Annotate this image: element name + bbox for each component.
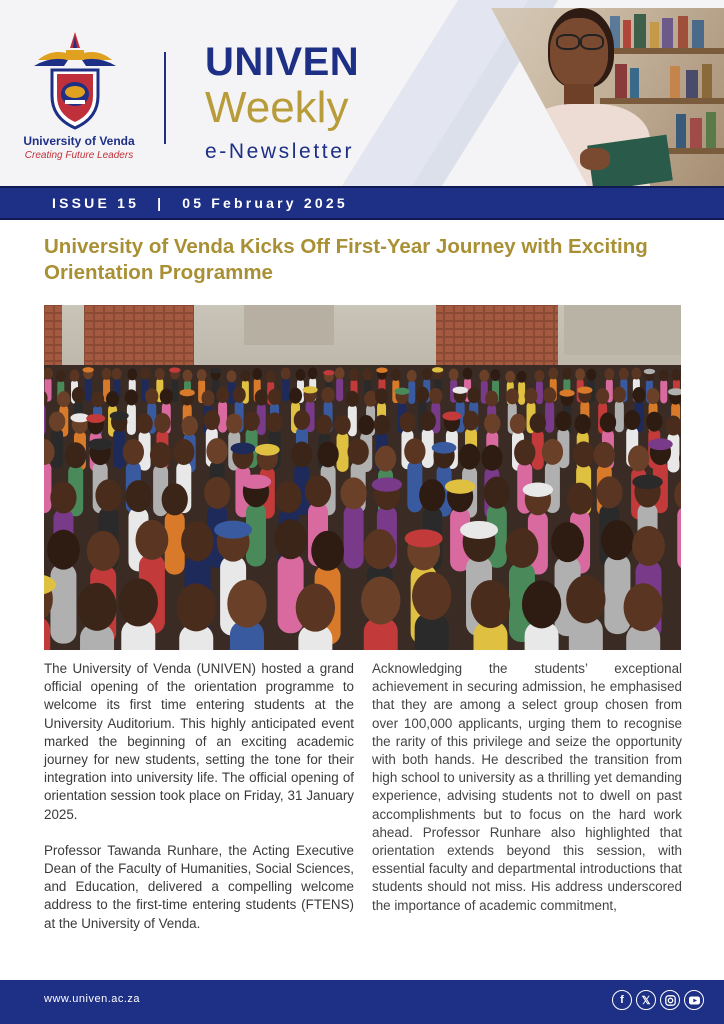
- crowd-person-head: [160, 388, 173, 404]
- crowd-person-head: [363, 529, 396, 569]
- newsletter-title-univen: UNIVEN: [205, 40, 360, 84]
- crowd-person-head: [316, 415, 332, 435]
- crowd-person-head: [266, 371, 276, 383]
- article-headline: University of Venda Kicks Off First-Year Journey with Exciting Orientation Programme: [44, 235, 648, 284]
- crowd-person-head: [575, 368, 585, 380]
- crowd-person-head: [183, 370, 193, 382]
- crowd-person-head: [467, 387, 480, 403]
- crowd-person-head: [407, 370, 417, 382]
- crowd-person-head: [601, 520, 634, 560]
- crowd-person-head: [77, 583, 116, 631]
- institution-tagline: Creating Future Leaders: [24, 150, 134, 161]
- crowd-person-head: [524, 388, 537, 404]
- crowd-person-head: [47, 530, 80, 570]
- issue-number: ISSUE 15: [52, 195, 140, 211]
- crowd-person-hat: [241, 475, 271, 489]
- crowd-person-head: [449, 369, 459, 381]
- crowd-person-head: [665, 416, 681, 436]
- x-icon[interactable]: 𝕏: [636, 990, 656, 1010]
- article-paragraph: Professor Tawanda Runhare, the Acting Executive Dean of the Faculty of Humanities, Social Sciences, and Education, delivered a compelling welcome address to the first-time entering students (FTENS) at the University of Venda.: [44, 842, 354, 931]
- crowd-person-head: [95, 479, 121, 511]
- crowd-person-body: [336, 377, 343, 401]
- crowd-person-head: [613, 387, 626, 403]
- crowd-person-head: [363, 368, 373, 380]
- crowd-person-body: [50, 564, 76, 644]
- crowd-person-body: [677, 506, 681, 570]
- crowd-person-head: [227, 370, 237, 382]
- crowd-person-head: [233, 387, 246, 403]
- crowd-person-hat: [442, 412, 461, 421]
- crowd-person-head: [182, 416, 198, 436]
- crowd-person-head: [201, 390, 214, 406]
- article-paragraph: Acknowledging the students’ exceptional achievement in securing admission, he emphasised that they are among a select group chosen from over 100,000 applicants, urging them to recognise the rarity of this privilege and seize the opportunity with both hands. He described the transition from high school to university as a thrilling yet demanding experience, advising students not to dwell on past accomplishments but to focus on the hard work ahead. Professor Runhare also highlighted that orientation extends beyond this session, with essential faculty and departmental introductions that students should not miss. His address underscored the importance of academic commitment,: [372, 661, 682, 913]
- crowd-person-head: [335, 367, 345, 379]
- crowd-person-head: [56, 370, 66, 382]
- crowd-person-hat: [460, 521, 498, 539]
- crowd-person-head: [125, 480, 151, 512]
- crowd-person-head: [150, 442, 171, 468]
- crowd-person-head: [624, 410, 640, 430]
- crowd-person-body: [127, 403, 136, 435]
- crowd-person-head: [419, 479, 445, 511]
- crowd-person-head: [296, 369, 306, 381]
- crowd-person-head: [65, 442, 86, 468]
- crowd-person-hat: [372, 477, 402, 491]
- crowd-person-body: [407, 460, 422, 512]
- crowd-person-head: [463, 368, 473, 380]
- crowd-person-head: [341, 477, 367, 509]
- crowd-person-head: [596, 476, 622, 508]
- social-links: [612, 990, 704, 1010]
- crowd-person-body: [660, 379, 667, 403]
- crowd-person-head: [573, 441, 594, 467]
- crowd-person-hat: [210, 368, 221, 373]
- crowd-person-head: [619, 368, 629, 380]
- crowd-person-head: [50, 482, 76, 514]
- crowd-person-head: [522, 580, 561, 628]
- crowd-person-head: [125, 389, 138, 405]
- crowd-person-head: [181, 521, 214, 561]
- crowd-person-head: [308, 367, 318, 379]
- article-paragraph: The University of Venda (UNIVEN) hosted a grand official opening of the orientation programme to welcome its first time entering students at the University Auditorium. This highly anticipated event marked the beginning of an exciting academic journey for new students, setting the tone for their integration into university life. The official opening of orientation session took place on Friday, 31 January 2025.: [44, 661, 354, 822]
- crowd-person-head: [375, 446, 396, 472]
- crowd-person-hat: [110, 411, 129, 420]
- crowd-person-body: [518, 381, 525, 405]
- crowd-person-head: [106, 391, 119, 407]
- youtube-icon[interactable]: [684, 990, 704, 1010]
- crowd-person-hat: [432, 367, 443, 372]
- crowd-person-head: [534, 370, 544, 382]
- crowd-person-head: [594, 442, 615, 468]
- crowd-person-head: [566, 575, 605, 623]
- crowd-person-head: [562, 368, 572, 380]
- crowd-person-head: [463, 411, 479, 431]
- crowd-person-hat: [302, 386, 317, 393]
- crowd-person-head: [506, 528, 539, 568]
- crowd-person-head: [596, 388, 609, 404]
- crowd-person-head: [628, 445, 649, 471]
- crowd-person-head: [542, 439, 563, 465]
- crowd-person-head: [294, 410, 310, 430]
- crowd-person-body: [282, 378, 289, 402]
- crowd-person-head: [346, 391, 359, 407]
- crowd-person-head: [404, 438, 425, 464]
- crowd-person-head: [484, 414, 500, 434]
- crowd-person-head: [252, 368, 262, 380]
- crowd-person-hat: [255, 444, 280, 456]
- crowd-person-head: [349, 369, 359, 381]
- issue-bar: [0, 186, 724, 220]
- crowd-person-head: [548, 367, 558, 379]
- crowd-person-head: [530, 413, 546, 433]
- crowd-person-body: [85, 378, 92, 402]
- crowd-person-head: [646, 388, 659, 404]
- crowd-person-head: [266, 412, 282, 432]
- crowd-person-hat: [394, 388, 409, 395]
- crowd-person-head: [575, 414, 591, 434]
- crowd-person-head: [632, 526, 665, 566]
- crowd-person-head: [154, 413, 170, 433]
- crowd-person-head: [49, 411, 65, 431]
- crowd-person-body: [344, 505, 364, 569]
- crowd-person-head: [604, 368, 614, 380]
- article-column-right: [372, 660, 682, 933]
- crowd-person-head: [374, 415, 390, 435]
- crowd-person-head: [226, 413, 242, 433]
- crowd-person-head: [659, 369, 669, 381]
- crowd-person-head: [334, 415, 350, 435]
- crowd-person-head: [87, 531, 120, 571]
- crowd-person-head: [517, 371, 527, 383]
- crowd-person-head: [289, 388, 302, 404]
- crowd-person-head: [412, 572, 451, 620]
- crowd-person-head: [420, 411, 436, 431]
- crowd-person-head: [227, 580, 266, 628]
- crowd-person-head: [206, 438, 227, 464]
- crowd-illustration: [44, 305, 681, 650]
- orientation-crowd-photo: [44, 305, 681, 650]
- crowd-person-head: [243, 411, 259, 431]
- crowd-person-head: [358, 415, 374, 435]
- crowd-person-head: [491, 369, 501, 381]
- crowd-person-head: [399, 412, 415, 432]
- crowd-person-body: [545, 401, 554, 433]
- crowd-person-head: [136, 520, 169, 560]
- crowd-person-head: [416, 387, 429, 403]
- crowd-person-head: [505, 371, 515, 383]
- crowd-person-head: [555, 411, 571, 431]
- crowd-person-head: [375, 388, 388, 404]
- crowd-person-hat: [169, 367, 180, 372]
- crowd-person-head: [459, 444, 480, 470]
- crowd-person-head: [422, 368, 432, 380]
- crowd-person-head: [305, 475, 331, 507]
- crowd-person-head: [632, 387, 645, 403]
- crowd-person-head: [317, 441, 338, 467]
- article-column-left: [44, 660, 354, 951]
- crowd-person-head: [145, 388, 158, 404]
- crowd-person-head: [91, 391, 104, 407]
- crowd-person-hat: [632, 475, 662, 489]
- newsletter-footer: [0, 980, 724, 1024]
- crowd-person-head: [204, 410, 220, 430]
- crowd-person-hat: [644, 369, 655, 374]
- crowd-person-hat: [453, 387, 468, 394]
- crowd-person-head: [429, 388, 442, 404]
- crowd-person-head: [197, 369, 207, 381]
- crowd-person-head: [204, 477, 230, 509]
- crowd-person-head: [173, 439, 194, 465]
- crowd-person-hat: [86, 414, 105, 423]
- crowd-person-head: [72, 387, 85, 403]
- crowd-person-head: [361, 576, 400, 624]
- crowd-person-head: [624, 583, 663, 631]
- issue-date: 05 February 2025: [182, 195, 348, 211]
- crowd-person-head: [506, 388, 519, 404]
- website-link[interactable]: www.univen.ac.za: [44, 993, 141, 1005]
- crowd-person-head: [543, 387, 556, 403]
- crowd-person-body: [536, 380, 543, 404]
- crowd-person-head: [364, 391, 377, 407]
- crowd-person-body: [44, 461, 51, 513]
- crowd-person-head: [631, 368, 641, 380]
- crowd-person-head: [347, 439, 368, 465]
- newsletter-header: [0, 0, 724, 186]
- crowd-person-hat: [82, 367, 93, 372]
- crowd-person-head: [600, 412, 616, 432]
- crowd-person-hat: [405, 529, 443, 547]
- crowd-person-head: [112, 368, 122, 380]
- crowd-person-head: [471, 580, 510, 628]
- crowd-person-head: [391, 369, 401, 381]
- crowd-person-head: [57, 391, 70, 407]
- institution-name: University of Venda: [23, 134, 135, 148]
- crowd-person-hat: [648, 438, 673, 450]
- crowd-person-head: [240, 370, 250, 382]
- crowd-person-head: [177, 583, 216, 631]
- crowd-person-head: [281, 368, 291, 380]
- instagram-icon[interactable]: [660, 990, 680, 1010]
- crowd-person-head: [127, 368, 137, 380]
- crowd-person-head: [672, 369, 681, 381]
- crowd-person-head: [119, 578, 158, 626]
- crowd-person-hat: [231, 443, 256, 455]
- crowd-person-body: [604, 554, 630, 634]
- newsletter-title-weekly: Weekly: [205, 83, 349, 132]
- facebook-icon[interactable]: f: [612, 990, 632, 1010]
- crowd-person-hat: [88, 438, 113, 450]
- crowd-person-head: [551, 522, 584, 562]
- crowd-person-head: [311, 531, 344, 571]
- crowd-person-head: [70, 370, 80, 382]
- crowd-person-hat: [577, 387, 592, 394]
- crowd-person-hat: [323, 370, 334, 375]
- crowd-person-head: [481, 445, 502, 471]
- crowd-person-head: [162, 483, 188, 515]
- crowd-person-head: [514, 440, 535, 466]
- crowd-person-head: [102, 368, 112, 380]
- crowd-person-body: [44, 404, 46, 436]
- crowd-person-body: [615, 400, 624, 432]
- crowd-person-hat: [180, 389, 195, 396]
- issue-separator: |: [157, 195, 165, 211]
- issue-info: [52, 195, 348, 211]
- crowd-person-head: [216, 387, 229, 403]
- crowd-person-head: [484, 477, 510, 509]
- crowd-person-head: [567, 483, 593, 515]
- crowd-person-head: [136, 414, 152, 434]
- crowd-person-head: [291, 441, 312, 467]
- crowd-person-head: [140, 367, 150, 379]
- university-crest-logo: [30, 30, 120, 140]
- crowd-person-head: [255, 390, 268, 406]
- crowd-person-hat: [376, 367, 387, 372]
- newsletter-title-enewsletter: e-Newsletter: [205, 140, 355, 163]
- crowd-person-hat: [559, 390, 574, 397]
- crowd-person-hat: [523, 483, 553, 497]
- crowd-person-head: [268, 389, 281, 405]
- crowd-person-head: [485, 391, 498, 407]
- crowd-person-head: [275, 481, 301, 513]
- crowd-person-hat: [214, 521, 252, 539]
- crowd-person-head: [510, 414, 526, 434]
- crowd-person-head: [123, 439, 144, 465]
- crowd-person-head: [322, 387, 335, 403]
- crowd-person-head: [586, 369, 596, 381]
- crowd-person-hat: [432, 442, 457, 454]
- crowd-person-head: [155, 368, 165, 380]
- crowd-person-head: [274, 519, 307, 559]
- crowd-person-hat: [445, 479, 475, 493]
- crowd-person-head: [646, 412, 662, 432]
- crowd-person-head: [296, 584, 335, 632]
- header-divider: [164, 52, 166, 144]
- crowd-person-head: [479, 370, 489, 382]
